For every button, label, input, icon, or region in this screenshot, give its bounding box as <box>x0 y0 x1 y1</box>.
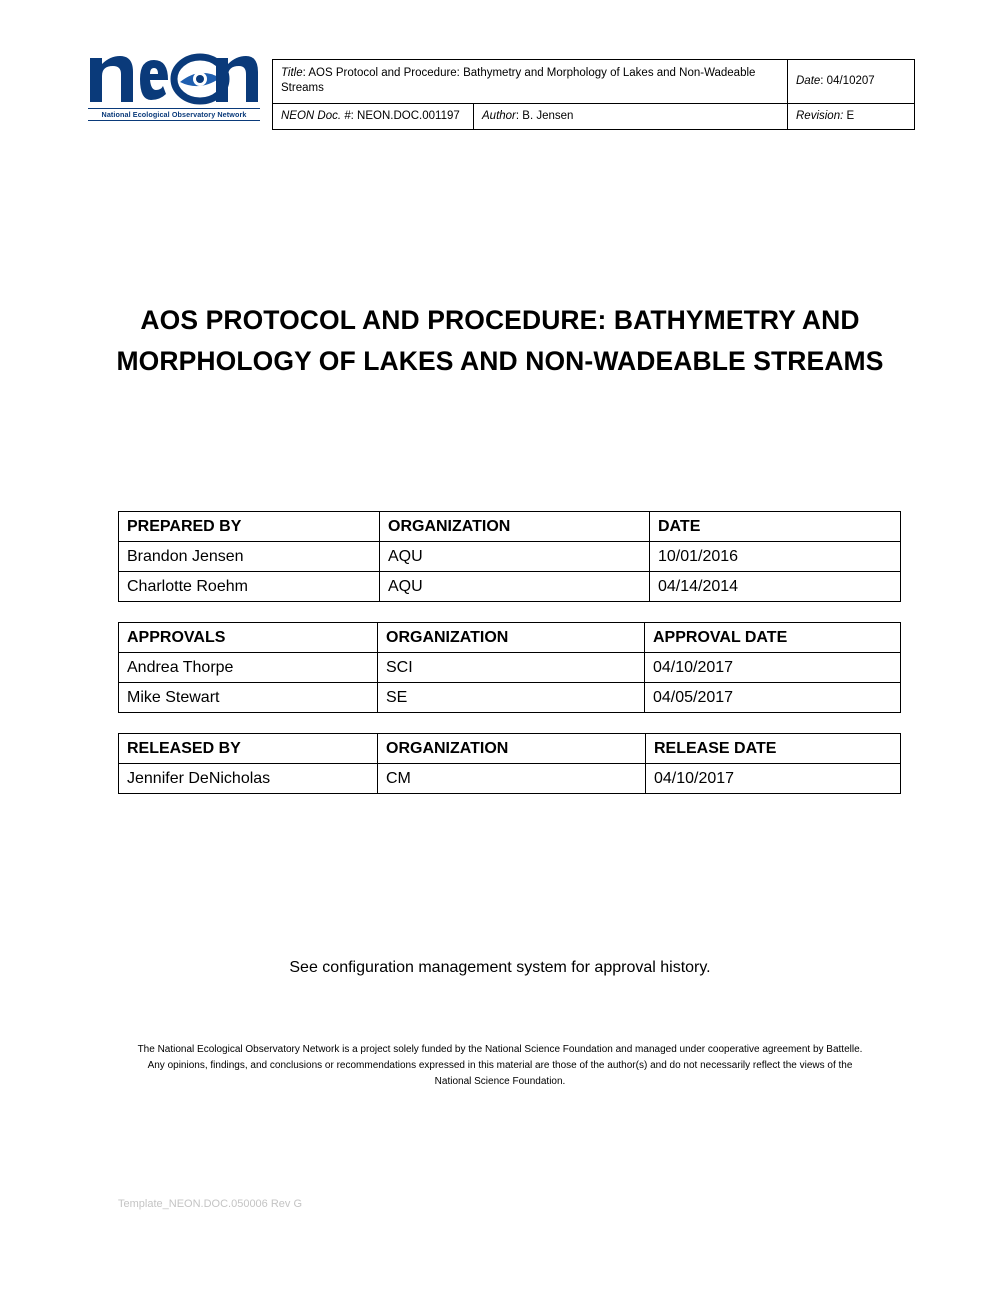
preparer-date: 04/14/2014 <box>650 572 901 602</box>
header-date-label: Date <box>796 74 821 87</box>
table-row <box>119 653 901 683</box>
header-revision-cell <box>788 103 915 129</box>
header-author-value: : B. Jensen <box>515 109 574 122</box>
releaser-organization: CM <box>378 764 646 794</box>
table-header-row <box>119 623 901 653</box>
document-title-line-2: MORPHOLOGY OF LAKES AND NON-WADEABLE STREAMS <box>116 346 884 376</box>
approvals-header: APPROVALS <box>119 623 378 653</box>
released-by-header: RELEASED BY <box>119 734 378 764</box>
approver-organization: SE <box>378 683 645 713</box>
preparer-name: Charlotte Roehm <box>119 572 380 602</box>
template-id: Template_NEON.DOC.050006 Rev G <box>118 1198 303 1210</box>
header-date-value: : 04/10207 <box>820 74 875 87</box>
releaser-name: Jennifer DeNicholas <box>119 764 378 794</box>
released-by-table <box>118 733 901 794</box>
approver-name: Andrea Thorpe <box>119 653 378 683</box>
organization-header: ORGANIZATION <box>380 512 650 542</box>
header-author-label: Author <box>482 109 516 122</box>
approver-name: Mike Stewart <box>119 683 378 713</box>
preparer-organization: AQU <box>380 542 650 572</box>
logo-tagline: National Ecological Observatory Network <box>88 108 260 121</box>
release-date: 04/10/2017 <box>646 764 901 794</box>
header-revision-label: Revision: <box>796 109 844 122</box>
header-doc-cell <box>273 103 474 129</box>
document-title-line-1: AOS PROTOCOL AND PROCEDURE: BATHYMETRY AND <box>140 305 860 335</box>
document-header-table <box>272 59 915 130</box>
header-title-value: : AOS Protocol and Procedure: Bathymetry and Morphology of Lakes and Non-Wadeable Streams <box>281 66 756 95</box>
table-row <box>119 764 901 794</box>
organization-header: ORGANIZATION <box>378 734 646 764</box>
header-doc-label: NEON Doc. # <box>281 109 351 122</box>
table-header-row <box>119 734 901 764</box>
neon-wordmark-logo <box>88 52 260 106</box>
disclaimer-line-2: Any opinions, findings, and conclusions or recommendations expressed in this material are those of the author(s) and do not necessarily reflect the views of the <box>147 1060 853 1071</box>
table-row <box>119 572 901 602</box>
approval-date: 04/10/2017 <box>645 653 901 683</box>
header-author-cell <box>474 103 788 129</box>
approval-date-header: APPROVAL DATE <box>645 623 901 653</box>
header-date-cell <box>788 60 915 104</box>
disclaimer-line-1: The National Ecological Observatory Network is a project solely funded by the National Science Foundation and managed under cooperative agreement by Battelle. <box>137 1044 863 1055</box>
preparer-organization: AQU <box>380 572 650 602</box>
approver-organization: SCI <box>378 653 645 683</box>
release-date-header: RELEASE DATE <box>646 734 901 764</box>
document-title <box>100 300 900 382</box>
funding-disclaimer <box>110 1042 890 1090</box>
preparer-date: 10/01/2016 <box>650 542 901 572</box>
approval-date: 04/05/2017 <box>645 683 901 713</box>
header-title-label: Title <box>281 66 303 79</box>
prepared-by-header: PREPARED BY <box>119 512 380 542</box>
neon-logo <box>88 52 260 122</box>
disclaimer-line-3: National Science Foundation. <box>434 1076 566 1087</box>
date-header: DATE <box>650 512 901 542</box>
table-row <box>119 542 901 572</box>
approval-history-note: See configuration management system for approval history. <box>289 959 711 976</box>
preparer-name: Brandon Jensen <box>119 542 380 572</box>
header-title-cell <box>273 60 788 104</box>
header-revision-value: E <box>843 109 855 122</box>
approvals-table <box>118 622 901 713</box>
header-doc-value: : NEON.DOC.001197 <box>350 109 460 122</box>
table-row <box>119 683 901 713</box>
prepared-by-table <box>118 511 901 602</box>
table-header-row <box>119 512 901 542</box>
organization-header: ORGANIZATION <box>378 623 645 653</box>
